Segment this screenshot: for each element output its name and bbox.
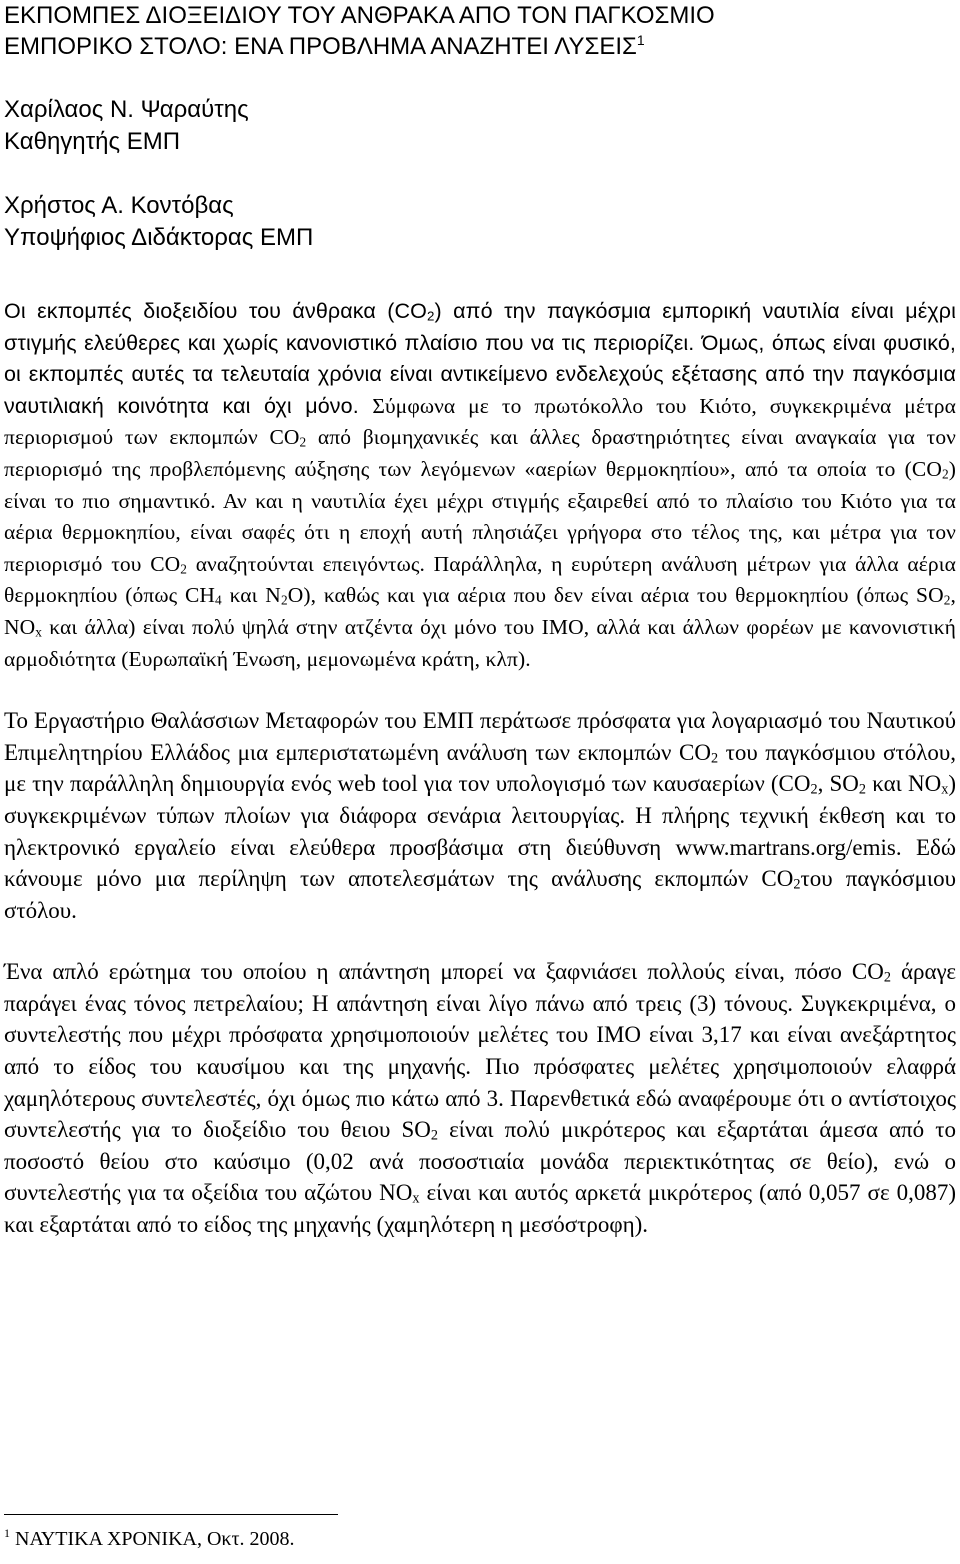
subscript: 2 — [180, 561, 188, 577]
p1-text-i: , NO — [4, 583, 956, 639]
subscript: 4 — [215, 592, 222, 608]
p1-text-j: και άλλα) είναι πολύ ψηλά στην ατζέντα όχι μόνο του IMO, αλλά και άλλων φορέων με κανονιστική αρμοδιότητα (Ευρωπαϊκή Ένωση, μεμονωμένα κράτη, κλπ). — [4, 614, 956, 671]
p3-text-c: είναι πολύ μικρότερος και εξαρτάται άμεσα από το ποσοστό θείου στο καύσιμο (0,02 ανά ποσοστιαία μονάδα περιεκτικότητας σε θείο), ενώ ο συντελεστής για τα οξείδια του αζώτου NO — [4, 1117, 956, 1206]
p2-text-f: του παγκόσμιου στόλου. — [4, 866, 956, 923]
footnote — [4, 1527, 295, 1551]
subscript: x — [35, 624, 43, 640]
p1-text-b: ) από την παγκόσμια εμπορική ναυτιλία είναι μέχρι στιγμής ελεύθερες και χωρίς κανονιστικό πλαίσιο που να τις περιορίζει. Όμως, όπως είναι φυσικό, οι εκπομπές αυτές τα τελευταία χρόνια είναι αντικείμενο ενδελεχούς εξέτασης από την παγκόσμια ναυτιλιακή κοινότητα και όχι μόνο. — [4, 299, 956, 418]
document-title — [4, 0, 956, 62]
p1-text-e: ) είναι το πιο σημαντικό. Αν και η ναυτιλία έχει μέχρι στιγμής εξαιρεθεί από το πλαίσιο του Κιότο για τα αέρια θερμοκηπίου, είναι σαφές ότι η εποχή αυτή πλησιάζει γρήγορα στο τέλος της, και μέτρα για τον περιορισμό του CO — [4, 456, 956, 576]
p1-text-a: Οι εκπομπές διοξειδίου του άνθρακα (CO — [4, 299, 427, 323]
paragraph-fuel-factor — [4, 956, 956, 1240]
subscript: 2 — [710, 750, 719, 767]
p2-text-c: , SO — [817, 771, 859, 797]
p1-text-g: και N — [221, 583, 281, 608]
subscript: 2 — [943, 592, 951, 608]
paragraph-emissions-intro — [4, 296, 956, 675]
author-2-role: Υποψήφιος Διδάκτορας ΕΜΠ — [4, 224, 314, 251]
title-line-1: ΕΚΠΟΜΠΕΣ ΔΙΟΞΕΙΔΙΟΥ ΤΟΥ ΑΝΘΡΑΚΑ ΑΠΟ ΤΟΝ ΠΑΓΚΟΣΜΙΟ — [4, 2, 715, 29]
p2-text-b: του παγκόσμιου στόλου, με την παράλληλη δημιουργία ενός web tool για τον υπολογισμό των καυσαερίων (CO — [4, 739, 956, 797]
title-line-2-text: ΕΜΠΟΡΙΚΟ ΣΤΟΛΟ: ΕΝΑ ΠΡΟΒΛΗΜΑ ΑΝΑΖΗΤΕΙ ΛΥΣΕΙΣ — [4, 33, 637, 60]
title-line-2 — [4, 31, 956, 62]
subscript: 2 — [810, 781, 818, 798]
subscript: 2 — [941, 466, 949, 482]
subscript: x — [941, 781, 949, 798]
author-1-role: Καθηγητής ΕΜΠ — [4, 128, 181, 155]
subscript: x — [412, 1191, 420, 1207]
p2-text-d: και NO — [866, 771, 942, 797]
footnote-separator — [4, 1514, 338, 1515]
subscript: 2 — [430, 1127, 438, 1144]
paragraph-lab-study — [4, 705, 956, 926]
authors — [4, 94, 956, 254]
p2-text-a: Το Εργαστήριο Θαλάσσιων Μεταφορών του ΕΜΠ πεpάτωσε πρόσφατα για λογαριασμό του Ναυτικού Επιμελητηρίου Ελλάδος μια εμπεριστατωμένη ανάλυση των εκπομπών CO — [4, 708, 956, 765]
p1-text-h: O), καθώς και για αέρια που δεν είναι αέρια του θερμοκηπίου (όπως SO — [287, 583, 944, 608]
subscript: 2 — [426, 308, 435, 324]
author-2-name: Χρήστος Α. Κοντόβας — [4, 192, 234, 219]
p2-text-e: ) συγκεκριμένων τύπων πλοίων για διάφορα σενάρια λειτουργίας. Η πλήρης τεχνική έκθεση και το ηλεκτρονικό εργαλείο είναι ελεύθερα προσβάσιμα στη διεύθυνση www.martrans.org/emis. Εδώ κάνουμε μόνο μια περίληψη των αποτελεσμάτων της ανάλυσης εκπομπών CO — [4, 771, 956, 892]
author-1 — [4, 94, 956, 158]
p3-text-a: Ένα απλό ερώτημα του οποίου η απάντηση μπορεί να ξαφνιάσει πολλούς είναι, πόσο CO — [4, 959, 884, 985]
subscript: 2 — [793, 876, 801, 893]
subscript: 2 — [299, 434, 307, 450]
subscript: 2 — [883, 969, 891, 986]
p1-text-d: από βιομηχανικές και άλλες δραστηριότητες είναι αναγκαία για τον περιορισμό της προβλεπόμενης αύξησης των λεγόμενων «αερίων θερμοκηπίου», από τα οποία το (CO — [4, 425, 956, 481]
subscript: 2 — [858, 781, 867, 798]
p3-text-d: είναι και αυτός αρκετά μικρότερος (από 0,057 σε 0,087) και εξαρτάται από το είδος της μηχανής (χαμηλότερη η μεσόστροφη). — [4, 1180, 957, 1238]
p1-text-f: αναζητούνται επειγόντως. Παράλληλα, η ευρύτερη ανάλυση μέτρων για άλλα αέρια θερμοκηπίου (όπως CH — [4, 551, 956, 608]
p1-text-c: Σύμφωνα με το πρωτόκολλο του Κιότο, συγκεκριμένα μέτρα περιορισμού των εκπομπών CO — [4, 393, 956, 450]
subscript: 2 — [280, 592, 288, 608]
title-footnote-marker: 1 — [636, 32, 645, 48]
p3-text-b: άραγε παράγει ένας τόνος πετρελαίου; Η απάντηση είναι λίγο πάνω από τρεις (3) τόνους. Συγκεκριμένα, ο συντελεστής που μέχρι πρόσφατα χρησιμοποιούν μελέτες του IMO είναι 3,17 και είναι ανεξάρτητος από το είδος του καυσίμου και της μηχανής. Πιο πρόσφατες μελέτες χρησιμοποιούν ελαφρά χαμηλότερους συντελεστές, όχι όμως πιο κάτω από 3. Παρενθετικά εδώ αναφέρουμε ότι ο αντίστοιχος συντελεστής για το διοξείδιο του θειου SO — [4, 959, 956, 1143]
footnote-marker: 1 — [4, 1526, 10, 1540]
author-1-name: Χαρίλαος Ν. Ψαραύτης — [4, 96, 249, 123]
author-2 — [4, 190, 956, 254]
footnote-text: ΝΑΥΤΙΚΑ ΧΡΟΝΙΚΑ, Οκτ. 2008. — [10, 1528, 295, 1550]
document-page — [4, 0, 956, 1241]
